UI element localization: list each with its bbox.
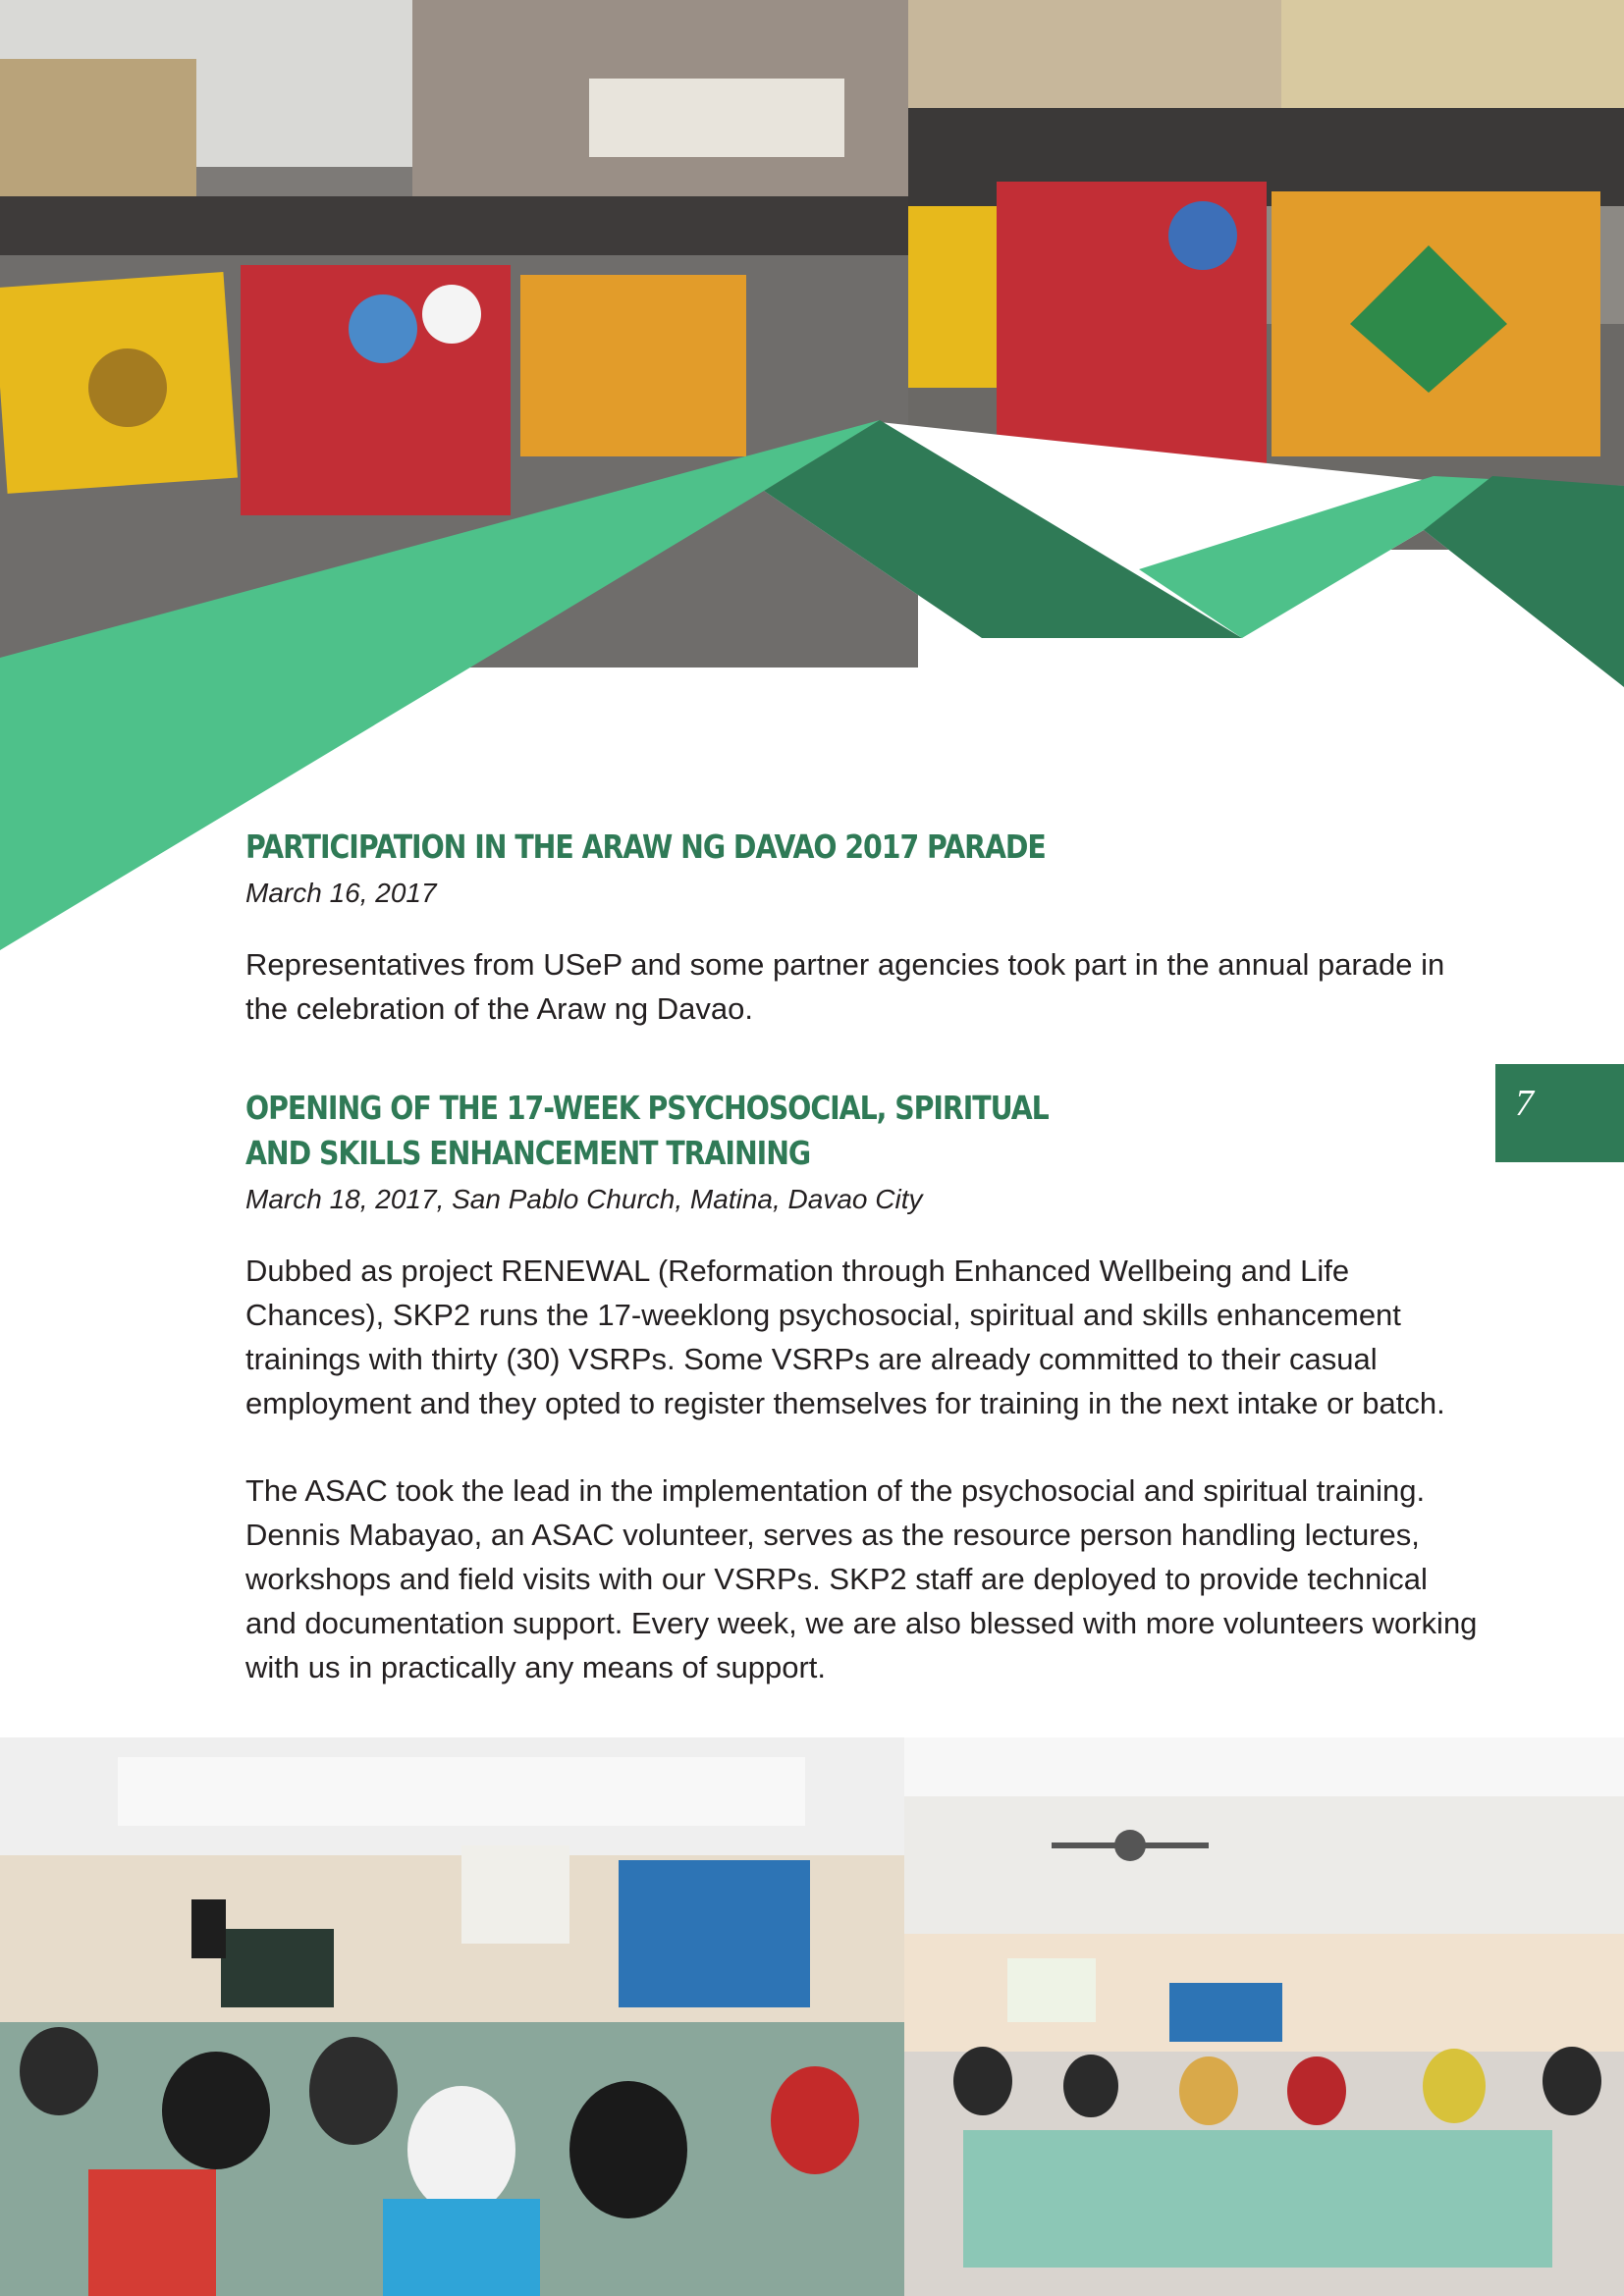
green-decorative-banner — [0, 0, 1624, 962]
training-hall-photo-right — [904, 1737, 1624, 2296]
section-body-paragraph-1: Dubbed as project RENEWAL (Reformation through Enhanced Wellbeing and Life Chances), SKP2 runs the 17-weeklong psychosocial, spiritual and skills enhancement trainings with thirty (30) VSRPs. Some VSRPs are already committed to their casual employment and they opted to register themselves for training in the next intake or batch. — [245, 1254, 1445, 1420]
section-title-line1: OPENING OF THE 17-WEEK PSYCHOSOCIAL, SPIRITUAL — [245, 1089, 1049, 1127]
page-number-tab — [1495, 1064, 1624, 1162]
section-body: Representatives from USeP and some partner agencies took part in the annual parade in the celebration of the Araw ng Davao. — [245, 947, 1445, 1026]
page-number: 7 — [1515, 1083, 1534, 1124]
section-title-line2: AND SKILLS ENHANCEMENT TRAINING — [245, 1134, 811, 1172]
section-body-paragraph-2: The ASAC took the lead in the implementation of the psychosocial and spiritual training. Dennis Mabayao, an ASAC volunteer, serves as the resource person handling lectures, workshops and field visits with our VSRPs. SKP2 staff are deployed to provide technical and documentation support. Every week, we are also blessed with more volunteers working with us in practically any means of support. — [245, 1473, 1478, 1684]
section-training — [245, 1086, 1483, 1689]
section-date: March 16, 2017 — [245, 878, 437, 908]
training-hall-photo-left — [0, 1737, 904, 2296]
section-parade — [245, 825, 1483, 1031]
section-date: March 18, 2017, San Pablo Church, Matina, Davao City — [245, 1184, 923, 1214]
section-title: PARTICIPATION IN THE ARAW NG DAVAO 2017 PARADE — [245, 828, 1046, 866]
